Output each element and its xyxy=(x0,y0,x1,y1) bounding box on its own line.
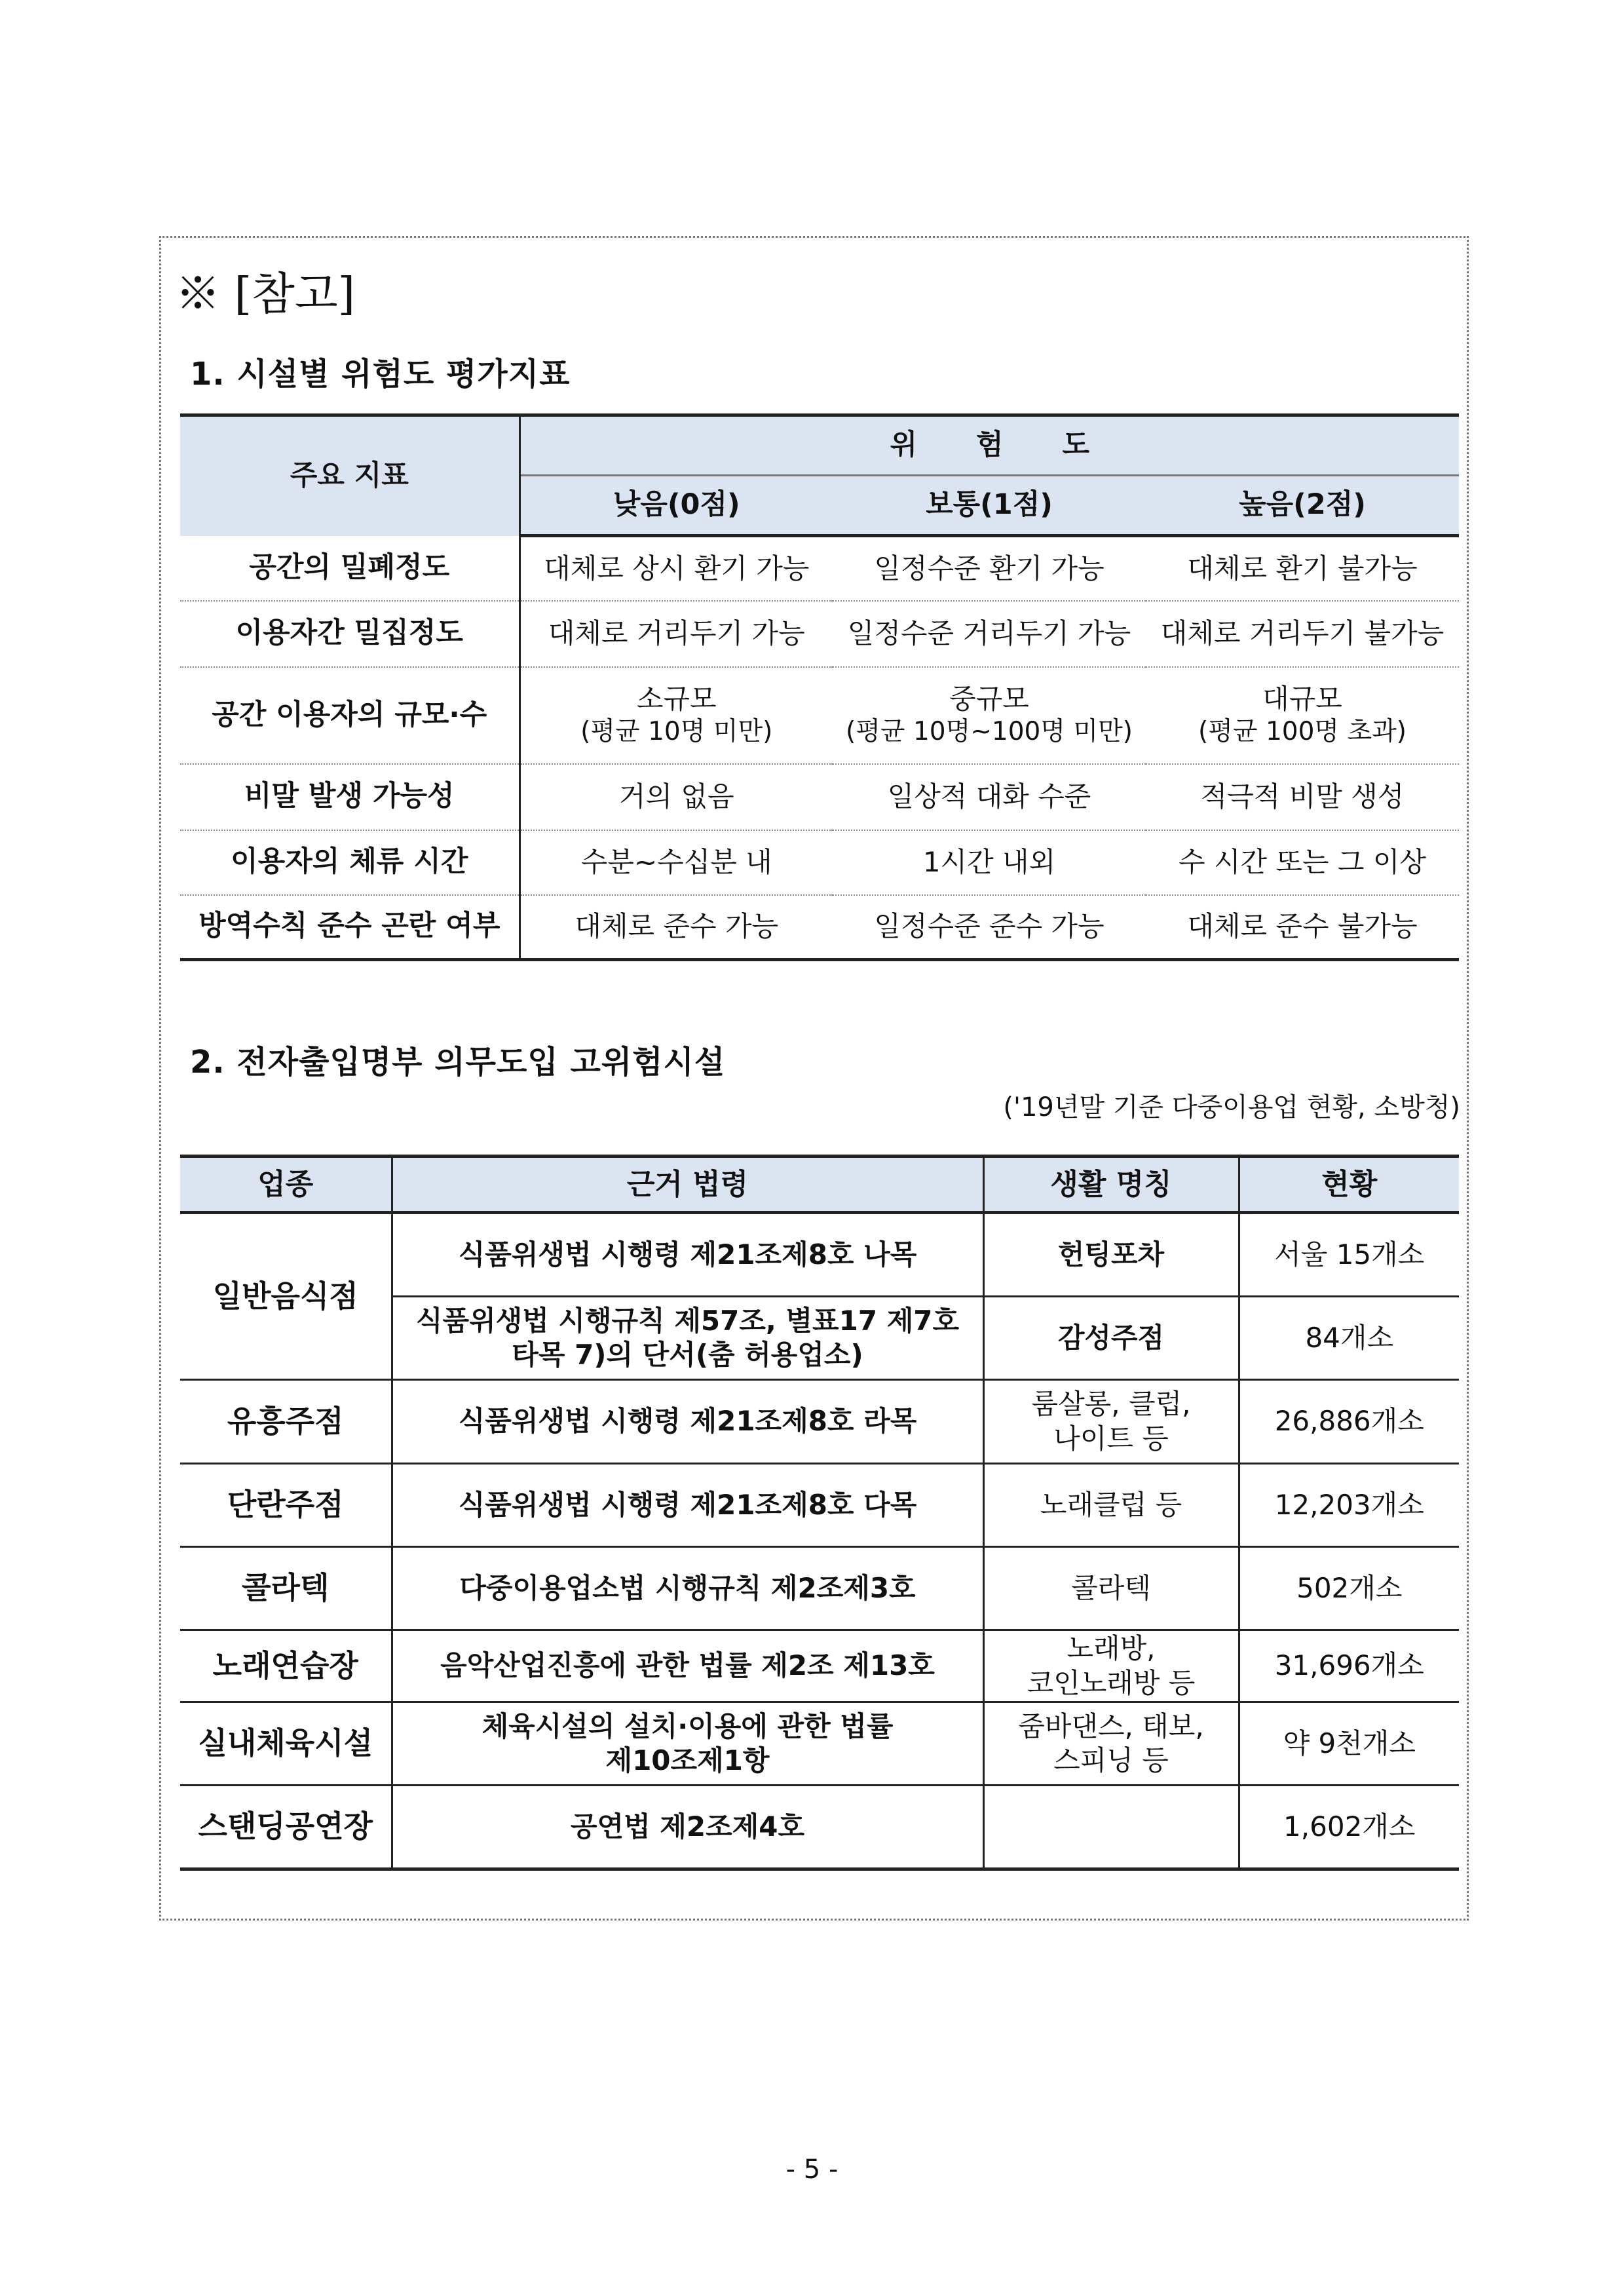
section1-title: 1. 시설별 위험도 평가지표 xyxy=(190,356,571,392)
source-note: ('19년말 기준 다중이용업 현황, 소방청) xyxy=(1003,1092,1460,1122)
section2-title: 2. 전자출입명부 의무도입 고위험시설 xyxy=(190,1044,726,1081)
name-cell: 노래클럽 등 xyxy=(983,1464,1239,1547)
law-line1: 체육시설의 설치·이용에 관한 법률 xyxy=(482,1710,894,1742)
law-line2: 타목 7)의 단서(춤 허용업소) xyxy=(512,1339,863,1371)
category-cell: 콜라텍 xyxy=(180,1547,392,1630)
indicator-cell: 방역수칙 준수 곤란 여부 xyxy=(180,895,519,960)
name-line1: 노래방, xyxy=(1067,1632,1156,1664)
mid-line2: (평균 10명~100명 미만) xyxy=(845,717,1133,747)
header-risk: 위험도 xyxy=(519,415,1459,476)
status-cell: 약 9천개소 xyxy=(1239,1702,1459,1786)
header-indicator: 주요 지표 xyxy=(180,415,519,536)
category-cell: 단란주점 xyxy=(180,1464,392,1547)
category-cell: 실내체육시설 xyxy=(180,1702,392,1786)
law-line1: 식품위생법 시행규칙 제57조, 별표17 제7호 xyxy=(415,1304,960,1337)
status-cell: 84개소 xyxy=(1239,1297,1459,1380)
indicator-cell: 공간 이용자의 규모·수 xyxy=(180,667,519,764)
law-line2: 제10조제1항 xyxy=(605,1744,770,1776)
low-line2: (평균 10명 미만) xyxy=(580,717,773,747)
law-cell: 식품위생법 시행령 제21조제8호 라목 xyxy=(392,1380,983,1464)
name-cell: 콜라텍 xyxy=(983,1547,1239,1630)
high-cell xyxy=(1146,667,1459,764)
name-cell: 감성주점 xyxy=(983,1297,1239,1380)
high-cell: 대체로 환기 불가능 xyxy=(1146,536,1459,601)
risk-indicator-table xyxy=(180,413,1459,961)
name-cell xyxy=(983,1380,1239,1464)
high-cell: 적극적 비말 생성 xyxy=(1146,764,1459,830)
low-cell: 대체로 거리두기 가능 xyxy=(519,601,833,667)
law-cell xyxy=(392,1297,983,1380)
category-cell: 유흥주점 xyxy=(180,1380,392,1464)
high-cell: 대체로 준수 불가능 xyxy=(1187,910,1418,942)
low-cell: 거의 없음 xyxy=(519,764,833,830)
name-line2: 나이트 등 xyxy=(1053,1422,1169,1455)
level-mid: 보통(1점) xyxy=(833,476,1146,536)
indicator-cell: 이용자의 체류 시간 xyxy=(180,830,519,895)
indicator-cell: 공간의 밀폐정도 xyxy=(180,536,519,601)
mid-cell: 일정수준 준수 가능 xyxy=(874,910,1105,942)
law-cell: 다중이용업소법 시행규칙 제2조제3호 xyxy=(392,1547,983,1630)
level-low: 낮음(0점) xyxy=(519,476,833,536)
header-category: 업종 xyxy=(180,1157,392,1213)
name-line1: 줌바댄스, 태보, xyxy=(1018,1710,1204,1742)
status-cell: 1,602개소 xyxy=(1239,1786,1459,1869)
name-line2: 스피닝 등 xyxy=(1053,1744,1169,1776)
name-line2: 코인노래방 등 xyxy=(1027,1666,1196,1699)
name-cell: 헌팅포차 xyxy=(983,1213,1239,1297)
mid-cell xyxy=(833,667,1146,764)
high-cell: 수 시간 또는 그 이상 xyxy=(1146,830,1459,895)
high-cell: 대체로 거리두기 불가능 xyxy=(1146,601,1459,667)
page-number: - 5 - xyxy=(785,2154,839,2185)
name-cell xyxy=(983,1786,1239,1869)
mid-cell: 일상적 대화 수준 xyxy=(833,764,1146,830)
category-cell: 일반음식점 xyxy=(180,1213,392,1380)
high-risk-facility-table xyxy=(180,1155,1459,1871)
mid-cell: 일정수준 환기 가능 xyxy=(833,536,1146,601)
category-cell: 노래연습장 xyxy=(180,1630,392,1702)
law-cell: 음악산업진흥에 관한 법률 제2조 제13호 xyxy=(392,1630,983,1702)
mid-cell: 1시간 내외 xyxy=(833,830,1146,895)
status-cell: 502개소 xyxy=(1239,1547,1459,1630)
header-name: 생활 명칭 xyxy=(983,1157,1239,1213)
mid-cell: 일정수준 거리두기 가능 xyxy=(833,601,1146,667)
status-cell: 31,696개소 xyxy=(1239,1630,1459,1702)
status-cell: 12,203개소 xyxy=(1239,1464,1459,1547)
low-cell: 수분~수십분 내 xyxy=(519,830,833,895)
low-cell: 대체로 상시 환기 가능 xyxy=(519,536,833,601)
law-cell xyxy=(392,1702,983,1786)
status-cell: 26,886개소 xyxy=(1239,1380,1459,1464)
name-cell xyxy=(983,1702,1239,1786)
indicator-cell: 비말 발생 가능성 xyxy=(180,764,519,830)
law-cell: 식품위생법 시행령 제21조제8호 다목 xyxy=(392,1464,983,1547)
name-cell xyxy=(983,1630,1239,1702)
low-cell: 대체로 준수 가능 xyxy=(575,910,779,942)
level-high: 높음(2점) xyxy=(1146,476,1459,536)
high-line2: (평균 100명 초과) xyxy=(1198,717,1407,747)
category-cell: 스탠딩공연장 xyxy=(180,1786,392,1869)
mid-line1: 중규모 xyxy=(949,682,1029,715)
header-law: 근거 법령 xyxy=(392,1157,983,1213)
low-cell xyxy=(519,667,833,764)
header-status: 현황 xyxy=(1239,1157,1459,1213)
low-line1: 소규모 xyxy=(636,682,717,715)
reference-title: ※ [참고] xyxy=(176,269,356,320)
name-line1: 룸살롱, 클럽, xyxy=(1031,1388,1191,1420)
law-cell: 식품위생법 시행령 제21조제8호 나목 xyxy=(392,1213,983,1297)
indicator-cell: 이용자간 밀집정도 xyxy=(180,601,519,667)
high-line1: 대규모 xyxy=(1262,682,1342,715)
status-cell: 서울 15개소 xyxy=(1239,1213,1459,1297)
law-cell: 공연법 제2조제4호 xyxy=(392,1786,983,1869)
